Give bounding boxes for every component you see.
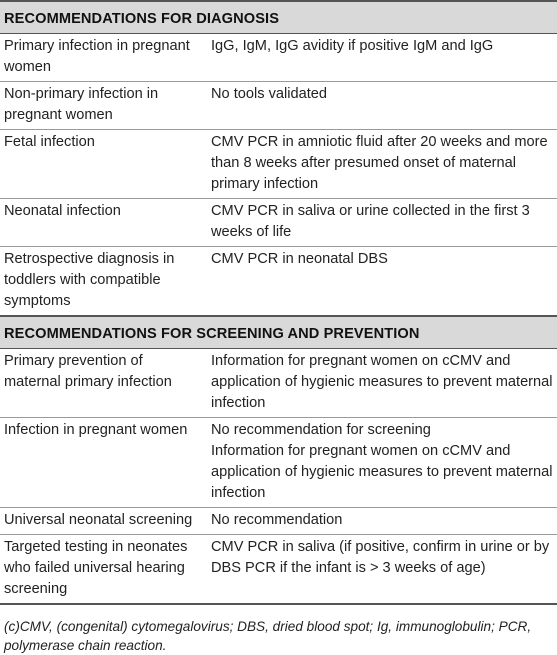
row-label: Retrospective diagnosis in toddlers with compatible symptoms <box>0 247 206 317</box>
row-label: Non-primary infection in pregnant women <box>0 82 206 130</box>
row-value-text: CMV PCR in saliva or urine collected in the first 3 weeks of life <box>211 203 530 240</box>
row-value <box>206 130 557 199</box>
table-row <box>0 130 557 199</box>
table-row <box>0 535 557 605</box>
table-row <box>0 199 557 247</box>
row-label: Infection in pregnant women <box>0 418 206 508</box>
row-label: Primary prevention of maternal primary infection <box>0 349 206 418</box>
row-value <box>206 247 557 317</box>
table-row <box>0 247 557 317</box>
row-label: Primary infection in pregnant women <box>0 34 206 82</box>
row-value-text: Information for pregnant women on cCMV and application of hygienic measures to prevent maternal infection <box>211 443 553 501</box>
row-value-text: CMV PCR in saliva (if positive, confirm in urine or by DBS PCR if the infant is > 3 weeks of age) <box>211 539 550 576</box>
row-value <box>206 82 557 130</box>
row-value-text: CMV PCR in amniotic fluid after 20 weeks and more than 8 weeks after presumed onset of maternal primary infection <box>211 134 548 192</box>
row-label: Fetal infection <box>0 130 206 199</box>
row-value-text: CMV PCR in neonatal DBS <box>211 251 388 267</box>
row-value <box>206 508 557 535</box>
row-label: Neonatal infection <box>0 199 206 247</box>
section-header-screening-prevention <box>0 316 557 349</box>
table-row <box>0 349 557 418</box>
table-row <box>0 508 557 535</box>
row-value-text: No recommendation for screening <box>211 422 431 438</box>
section-heading: RECOMMENDATIONS FOR DIAGNOSIS <box>0 1 557 34</box>
row-value-text: IgG, IgM, IgG avidity if positive IgM and IgG <box>211 38 494 54</box>
row-label: Targeted testing in neonates who failed universal hearing screening <box>0 535 206 605</box>
table-row <box>0 34 557 82</box>
row-label: Universal neonatal screening <box>0 508 206 535</box>
section-heading: RECOMMENDATIONS FOR SCREENING AND PREVENTION <box>0 316 557 349</box>
row-value <box>206 199 557 247</box>
section-header-diagnosis <box>0 1 557 34</box>
row-value <box>206 535 557 605</box>
table-footnote: (c)CMV, (congenital) cytomegalovirus; DBS, dried blood spot; Ig, immunoglobulin; PCR, polymerase chain reaction. <box>4 619 532 653</box>
row-value-text: Information for pregnant women on cCMV and application of hygienic measures to prevent maternal infection <box>211 353 553 411</box>
table-row <box>0 418 557 508</box>
table-row <box>0 82 557 130</box>
row-value-text: No tools validated <box>211 86 328 102</box>
row-value-text: No recommendation <box>211 512 343 528</box>
row-value <box>206 418 557 508</box>
row-value <box>206 34 557 82</box>
row-value <box>206 349 557 418</box>
